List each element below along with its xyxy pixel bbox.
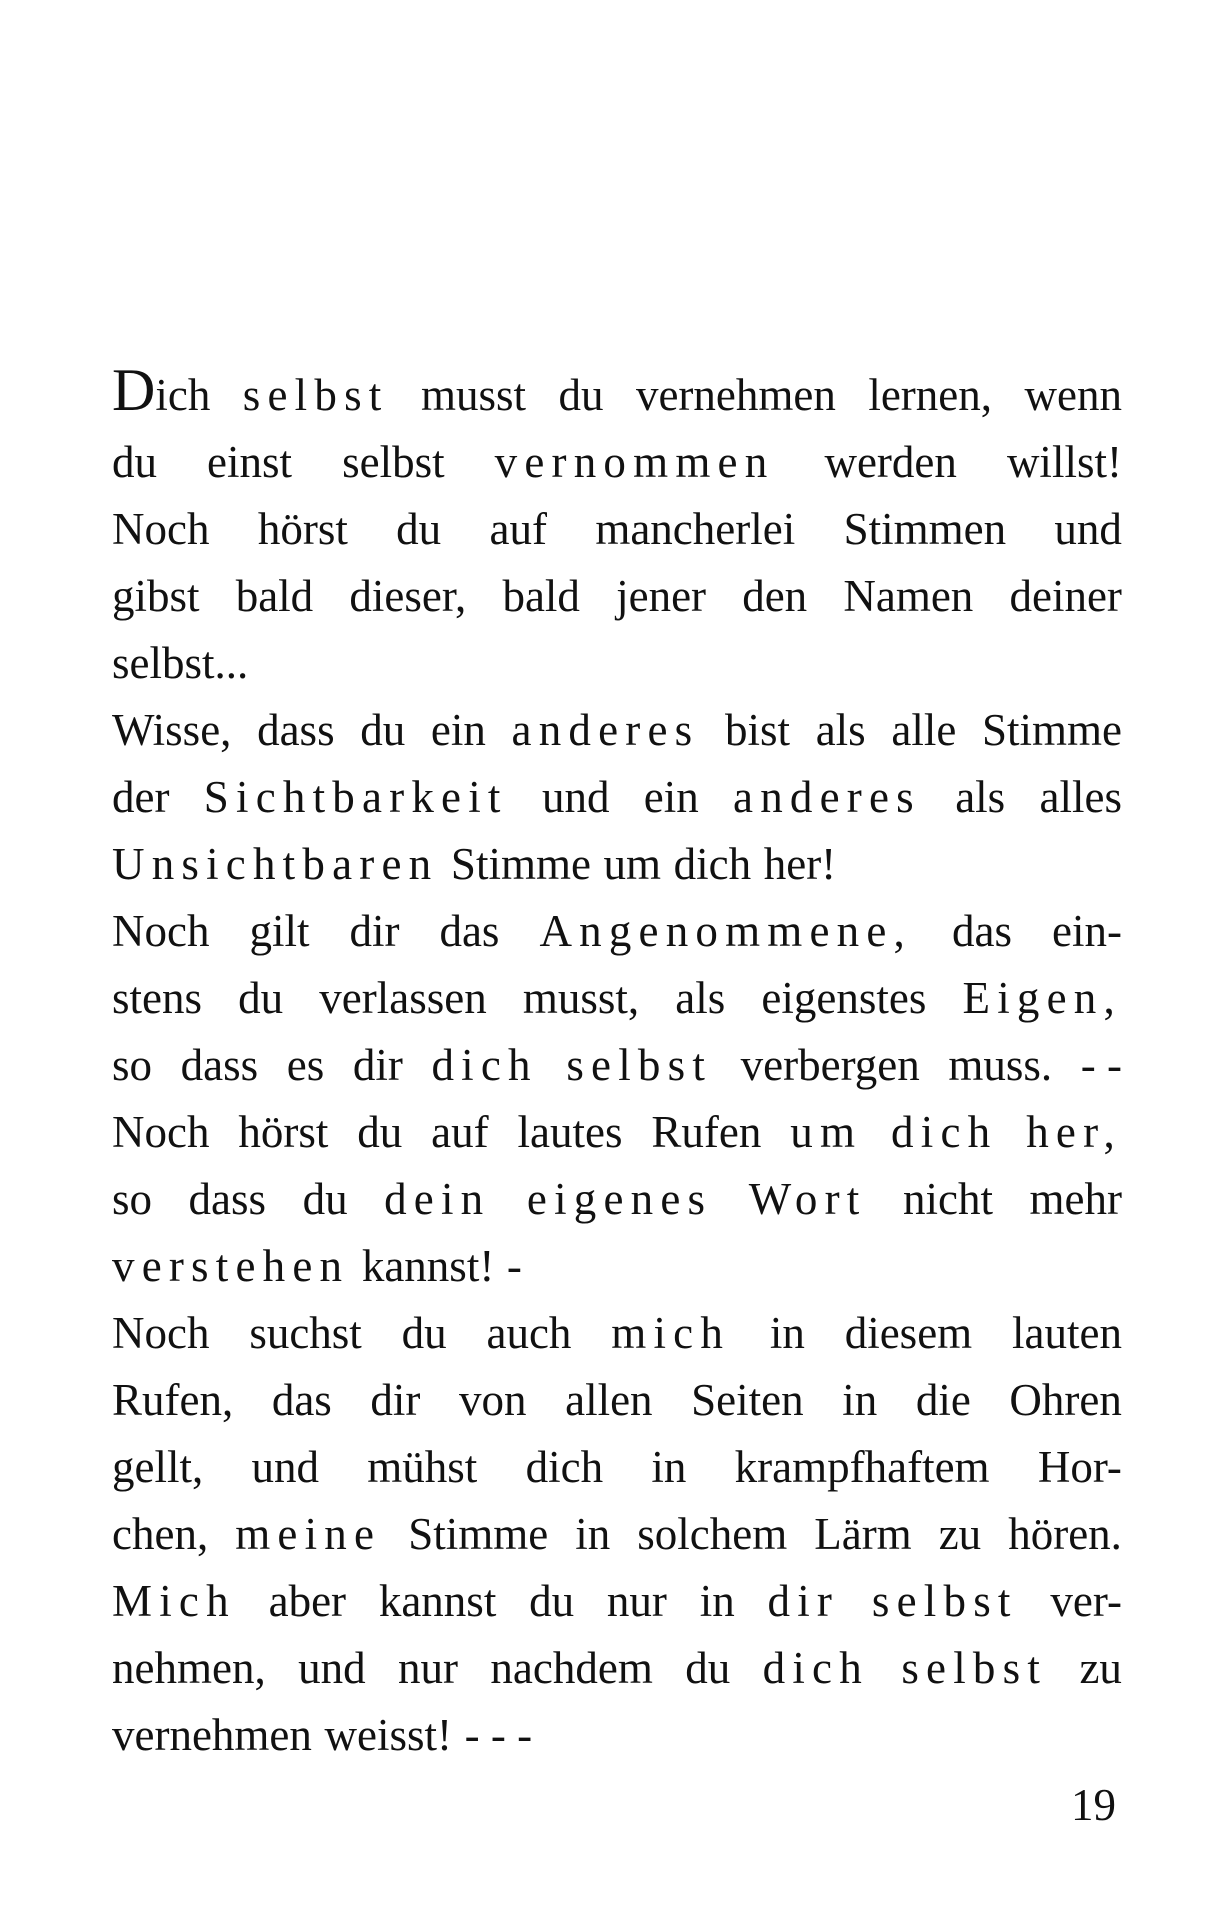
- text-line-3: [112, 496, 1122, 563]
- word: in: [769, 1308, 805, 1358]
- word: mühst: [367, 1442, 478, 1492]
- text-line-8: [112, 831, 1122, 898]
- word: in: [651, 1442, 687, 1492]
- text-line-2: [112, 429, 1122, 496]
- word: du: [238, 973, 284, 1023]
- text-line-19: [112, 1568, 1122, 1635]
- word: verlassen: [319, 973, 487, 1023]
- word: wenn: [1024, 370, 1122, 420]
- word: Noch: [112, 1107, 210, 1157]
- word: Unsichtbaren: [112, 839, 439, 889]
- word: von: [459, 1375, 527, 1425]
- word: so: [112, 1174, 153, 1224]
- page-number: 19: [1071, 1780, 1116, 1830]
- word: als: [815, 705, 866, 755]
- word: ver-: [1050, 1576, 1122, 1626]
- word: werden: [824, 437, 957, 487]
- word: dich: [431, 1040, 538, 1090]
- word: Ohren: [1009, 1375, 1122, 1425]
- word: einst: [207, 437, 293, 487]
- word: muss.: [948, 1040, 1053, 1090]
- text-line-20: [112, 1635, 1122, 1702]
- word: Seiten: [691, 1375, 804, 1425]
- word: Wisse,: [112, 705, 232, 755]
- word: zu: [938, 1509, 982, 1559]
- word: selbst: [901, 1643, 1048, 1693]
- word: Rufen,: [112, 1375, 234, 1425]
- word: in: [575, 1509, 611, 1559]
- word: suchst: [249, 1308, 362, 1358]
- word: Angenommene,: [539, 906, 913, 956]
- word: krampfhaftem: [734, 1442, 990, 1492]
- word: lauten: [1012, 1308, 1122, 1358]
- word: vernehmen: [112, 1710, 312, 1760]
- word: dein: [384, 1174, 491, 1224]
- word: selbst: [566, 1040, 713, 1090]
- word: der: [112, 772, 170, 822]
- word: und: [1054, 504, 1122, 554]
- word: und: [541, 772, 610, 822]
- word: du: [558, 370, 604, 420]
- word: mehr: [1029, 1174, 1122, 1224]
- word: die: [915, 1375, 971, 1425]
- word: Mich: [112, 1576, 236, 1626]
- word: dir: [352, 1040, 403, 1090]
- word: dich: [762, 1643, 869, 1693]
- word: alles: [1039, 772, 1122, 822]
- word: du: [529, 1576, 575, 1626]
- text-line-1: [112, 357, 1122, 429]
- word: Lärm: [814, 1509, 912, 1559]
- word: Dich: [112, 357, 211, 423]
- word: das: [439, 906, 500, 956]
- word: selbst: [342, 437, 445, 487]
- word: nehmen,: [112, 1643, 266, 1693]
- word: kannst!: [361, 1241, 495, 1291]
- word: Wort: [748, 1174, 867, 1224]
- word: selbst...: [112, 638, 249, 688]
- word: du: [685, 1643, 731, 1693]
- word: aber: [268, 1576, 347, 1626]
- word: mancherlei: [595, 504, 796, 554]
- word: Namen: [843, 571, 974, 621]
- word: dir: [349, 906, 400, 956]
- text-line-6: [112, 697, 1122, 764]
- dash: -: [506, 1241, 522, 1291]
- word: Stimme: [981, 705, 1122, 755]
- word: zu: [1079, 1643, 1122, 1693]
- word: dieser,: [349, 571, 467, 621]
- word: auch: [486, 1308, 572, 1358]
- word: Eigen,: [962, 973, 1122, 1023]
- word: gibst: [112, 571, 200, 621]
- word: und: [251, 1442, 320, 1492]
- word: gellt,: [112, 1442, 204, 1492]
- word: als: [955, 772, 1006, 822]
- word: nur: [606, 1576, 667, 1626]
- word: dass: [180, 1040, 259, 1090]
- word: eigenes: [526, 1174, 713, 1224]
- word: alle: [891, 705, 957, 755]
- word: her,: [1026, 1107, 1122, 1157]
- dash: - - -: [464, 1710, 533, 1760]
- word: anderes: [733, 772, 921, 822]
- word: Rufen: [651, 1107, 762, 1157]
- text-line-7: [112, 764, 1122, 831]
- text-line-21: [112, 1702, 1122, 1769]
- word: auf: [489, 504, 547, 554]
- word: Stimme: [450, 839, 591, 889]
- text-line-12: [112, 1099, 1122, 1166]
- word: du: [302, 1174, 348, 1224]
- text-line-11: [112, 1032, 1122, 1099]
- word: als: [675, 973, 726, 1023]
- word: um: [603, 839, 662, 889]
- word: Stimme: [408, 1509, 549, 1559]
- word: nur: [398, 1643, 459, 1693]
- word: lernen,: [868, 370, 993, 420]
- word: weisst!: [324, 1710, 453, 1760]
- dash: - -: [1080, 1040, 1122, 1090]
- word: dir: [370, 1375, 421, 1425]
- word: ein: [643, 772, 699, 822]
- word: stens: [112, 973, 202, 1023]
- word: in: [699, 1576, 735, 1626]
- word: hörst: [257, 504, 348, 554]
- word: vernommen: [494, 437, 775, 487]
- word: dass: [188, 1174, 267, 1224]
- text-line-10: [112, 965, 1122, 1032]
- word: das: [271, 1375, 332, 1425]
- word: so: [112, 1040, 153, 1090]
- word: Noch: [112, 504, 210, 554]
- text-line-5: [112, 630, 1122, 697]
- text-line-17: [112, 1434, 1122, 1501]
- word: Hor-: [1037, 1442, 1122, 1492]
- word: willst!: [1006, 437, 1122, 487]
- text-line-13: [112, 1166, 1122, 1233]
- word: dich: [525, 1442, 604, 1492]
- word: musst: [420, 370, 526, 420]
- word: du: [401, 1308, 447, 1358]
- word: vernehmen: [635, 370, 836, 420]
- word: hörst: [238, 1107, 329, 1157]
- word: mich: [611, 1308, 731, 1358]
- word: Noch: [112, 1308, 210, 1358]
- word: dich: [891, 1107, 998, 1157]
- word: selbst: [242, 370, 389, 420]
- word: her!: [763, 839, 837, 889]
- text-line-14: [112, 1233, 1122, 1300]
- word: nachdem: [490, 1643, 653, 1693]
- word: kannst: [378, 1576, 497, 1626]
- text-line-16: [112, 1367, 1122, 1434]
- word: allen: [565, 1375, 653, 1425]
- word: und: [298, 1643, 366, 1693]
- word: selbst: [871, 1576, 1018, 1626]
- word: verstehen: [112, 1241, 350, 1291]
- word: jener: [616, 571, 707, 621]
- word: den: [742, 571, 808, 621]
- word: chen,: [112, 1509, 209, 1559]
- word: lautes: [517, 1107, 623, 1157]
- word: du: [112, 437, 157, 487]
- text-line-4: [112, 563, 1122, 630]
- drop-cap: D: [112, 357, 156, 423]
- word: bald: [235, 571, 314, 621]
- word: anderes: [511, 705, 700, 755]
- text-line-15: [112, 1300, 1122, 1367]
- word: hören.: [1008, 1509, 1122, 1559]
- word: eigenstes: [761, 973, 927, 1023]
- word: Sichtbarkeit: [203, 772, 508, 822]
- word: dass: [257, 705, 335, 755]
- word: musst,: [522, 973, 640, 1023]
- word: ein: [430, 705, 486, 755]
- word: deiner: [1009, 571, 1122, 621]
- word: bald: [502, 571, 580, 621]
- word: du: [360, 705, 406, 755]
- word: diesem: [844, 1308, 973, 1358]
- word: solchem: [637, 1509, 788, 1559]
- text-line-9: [112, 898, 1122, 965]
- text-line-18: [112, 1501, 1122, 1568]
- word: nicht: [903, 1174, 993, 1224]
- word: du: [396, 504, 442, 554]
- word: bist: [725, 705, 791, 755]
- word: um: [790, 1107, 863, 1157]
- word: verbergen: [740, 1040, 920, 1090]
- word: in: [842, 1375, 878, 1425]
- word: gilt: [249, 906, 310, 956]
- word: dir: [767, 1576, 840, 1626]
- poem-text: [112, 357, 1122, 1769]
- word: Noch: [112, 906, 210, 956]
- word: meine: [235, 1509, 382, 1559]
- word: es: [286, 1040, 325, 1090]
- word: ein-: [1051, 906, 1122, 956]
- word: Stimmen: [843, 504, 1007, 554]
- word: auf: [431, 1107, 489, 1157]
- word: du: [357, 1107, 403, 1157]
- word: dich: [673, 839, 752, 889]
- word: das: [952, 906, 1012, 956]
